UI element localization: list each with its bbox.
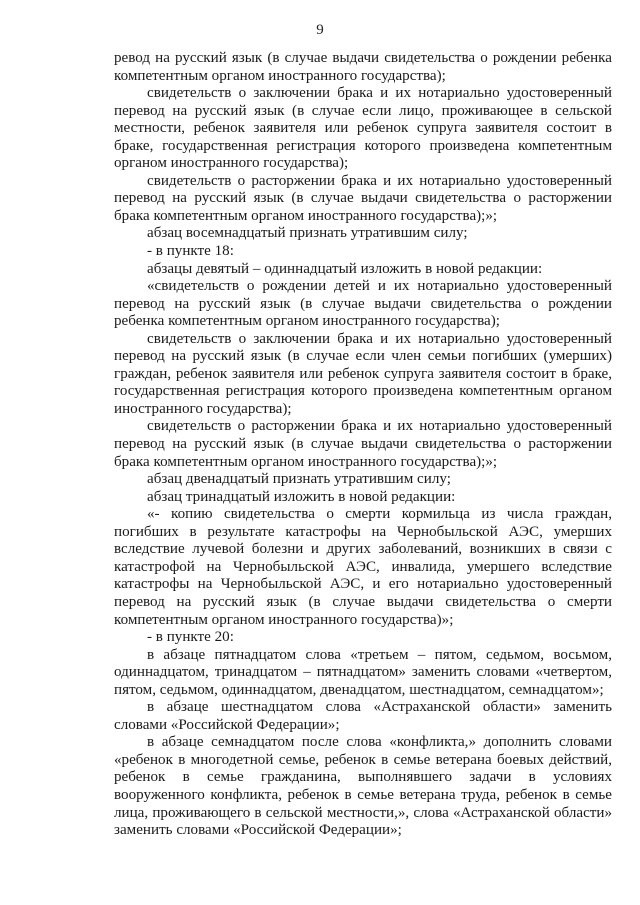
paragraph-4: абзац восемнадцатый признать утратившим силу; (147, 225, 468, 242)
paragraph-15: в абзаце шестнадцатом слова «Астраханской области» заменить словами «Российской Федерации»; (114, 699, 612, 733)
paragraph-2: свидетельств о заключении брака и их нотариально удостоверенный перевод на русский язык (в случае если лицо, проживающее в сельской местности, ребенок заявителя или ребенок супруга заявителя состоит в браке, государственная регистрация которого произведена компетентным органом иностранного государства); (114, 85, 612, 172)
paragraph-7: «свидетельств о рождении детей и их нотариально удостоверенный перевод на русский язык (в случае выдачи свидетельства о рождении ребенка компетентным органом иностранного государства); (114, 278, 612, 330)
paragraph-10: абзац двенадцатый признать утратившим силу; (147, 471, 451, 488)
paragraph-12: «- копию свидетельства о смерти кормильца из числа граждан, погибших в результате катастрофы на Чернобыльской АЭС, умерших вследствие лучевой болезни и других заболеваний, возникших в связи с катастрофой на Чернобыльской АЭС, инвалида, умершего вследствие катастрофы на Чернобыльской АЭС, и его нотариально удостоверенный перевод на русский язык (в случае выдачи свидетельства о смерти компетентным органом иностранного государства)»; (114, 506, 612, 628)
paragraph-13: - в пункте 20: (147, 629, 234, 646)
paragraph-3: свидетельств о расторжении брака и их нотариально удостоверенный перевод на русский язык (в случае выдачи свидетельства о расторжении брака компетентным органом иностранного государства);»; (114, 172, 612, 224)
paragraph-14: в абзаце пятнадцатом слова «третьем – пятом, седьмом, восьмом, одиннадцатом, тринадцатом – пятнадцатом» заменить словами «четвертом, пятом, седьмом, одиннадцатом, двенадцатом, шестнадцатом, семнадцатом»; (114, 646, 612, 698)
paragraph-11: абзац тринадцатый изложить в новой редакции: (147, 488, 456, 505)
paragraph-5: - в пункте 18: (147, 243, 234, 260)
page-number: 9 (316, 22, 324, 38)
paragraph-1: ревод на русский язык (в случае выдачи свидетельства о рождении ребенка компетентным органом иностранного государства); (114, 50, 612, 84)
document-body (114, 50, 612, 840)
paragraph-8: свидетельств о заключении брака и их нотариально удостоверенный перевод на русский язык (в случае если член семьи погибших (умерших) граждан, ребенок заявителя или ребенок супруга заявителя состоит в браке, государственная регистрация которого произведена компетентным органом иностранного государства); (114, 330, 612, 417)
paragraph-6: абзацы девятый – одиннадцатый изложить в новой редакции: (147, 260, 543, 277)
paragraph-16: в абзаце семнадцатом после слова «конфликта,» дополнить словами «ребенок в многодетной семье, ребенок в семье ветерана боевых действий, ребенок в семье гражданина, выполнявшего задачи в условиях вооруженного конфликта, ребенок в семье ветерана труда, ребенок в семье лица, проживающего в сельской местности,», слова «Астраханской области» заменить словами «Российской Федерации»; (114, 734, 612, 839)
paragraph-9: свидетельств о расторжении брака и их нотариально удостоверенный перевод на русский язык (в случае выдачи свидетельства о расторжении брака компетентным органом иностранного государства);»; (114, 418, 612, 470)
